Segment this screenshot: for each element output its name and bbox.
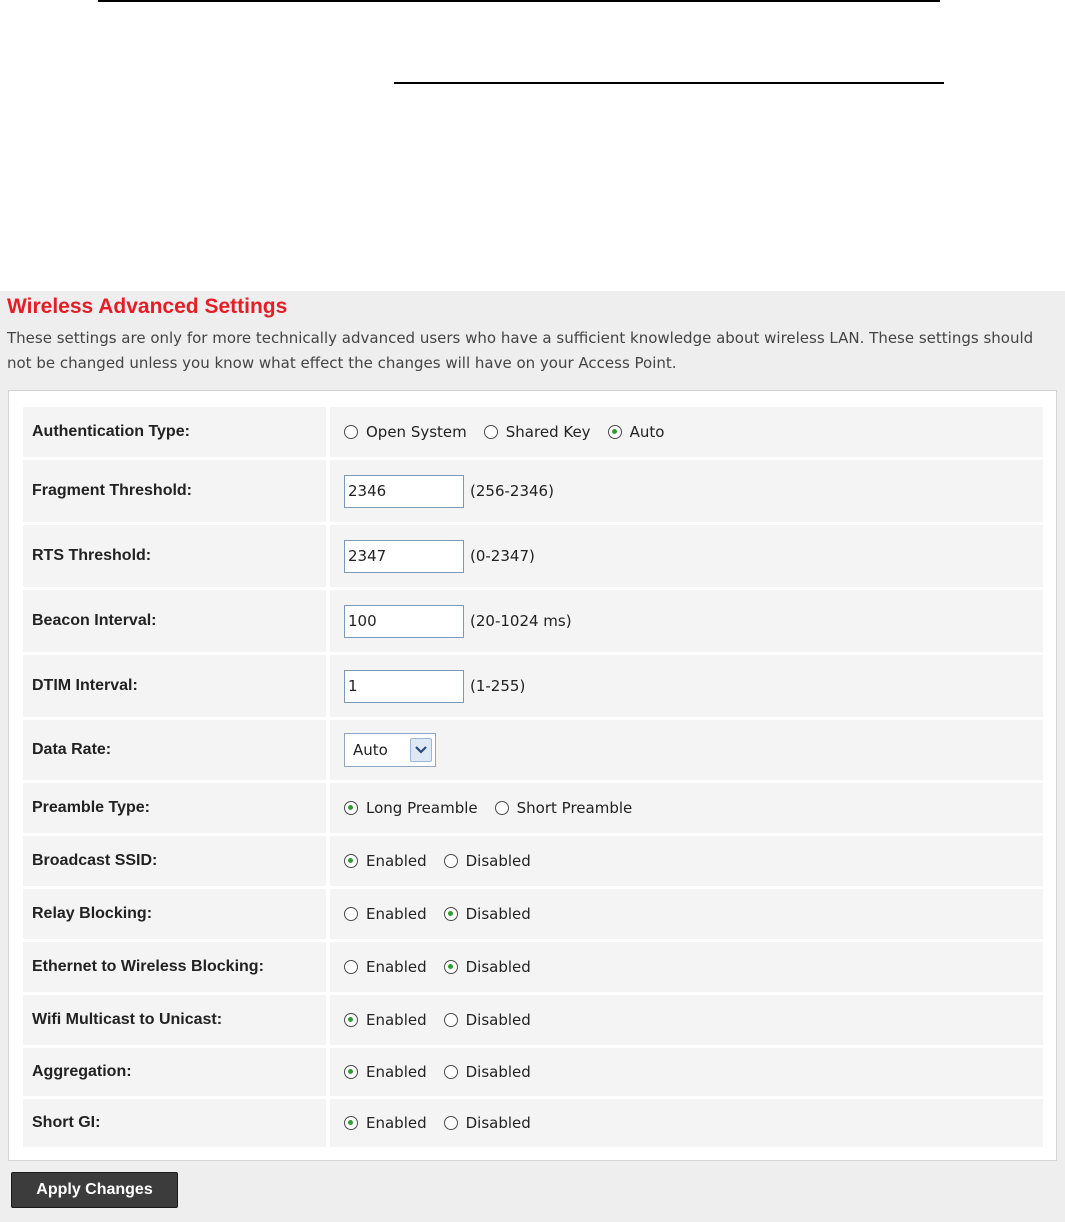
option-label-disabled: Disabled	[465, 1063, 531, 1081]
label-broadcast-ssid: Broadcast SSID:	[23, 836, 326, 886]
option-label-disabled: Disabled	[465, 958, 531, 976]
apply-changes-button[interactable]: Apply Changes	[11, 1172, 178, 1208]
value-fragment-threshold	[330, 460, 1043, 522]
radio-short-preamble[interactable]	[495, 801, 509, 815]
value-beacon-interval	[330, 590, 1043, 652]
row-data-rate	[23, 720, 1043, 780]
option-label-open-system: Open System	[366, 423, 467, 441]
radio-eth-blocking-disabled[interactable]	[444, 960, 458, 974]
option-label-auto: Auto	[629, 423, 665, 441]
radio-eth-blocking-enabled[interactable]	[344, 960, 358, 974]
option-relay-blocking-enabled[interactable]	[344, 905, 427, 923]
wireless-advanced-panel	[0, 291, 1065, 1222]
row-beacon-interval	[23, 590, 1043, 652]
option-label-enabled: Enabled	[366, 1011, 427, 1029]
option-short-gi-enabled[interactable]	[344, 1114, 427, 1132]
option-relay-blocking-disabled[interactable]	[444, 905, 531, 923]
row-wifi-multicast-unicast	[23, 995, 1043, 1045]
option-label-shared-key: Shared Key	[505, 423, 591, 441]
second-divider-line	[394, 82, 944, 84]
row-relay-blocking	[23, 889, 1043, 939]
option-short-gi-disabled[interactable]	[444, 1114, 531, 1132]
radio-relay-blocking-enabled[interactable]	[344, 907, 358, 921]
row-preamble-type	[23, 783, 1043, 833]
dtim-interval-input[interactable]: 1	[344, 670, 464, 703]
label-dtim-interval: DTIM Interval:	[23, 655, 326, 717]
label-preamble-type: Preamble Type:	[23, 783, 326, 833]
value-rts-threshold	[330, 525, 1043, 587]
label-short-gi: Short GI:	[23, 1099, 326, 1147]
option-long-preamble[interactable]	[344, 799, 478, 817]
radio-multicast-disabled[interactable]	[444, 1013, 458, 1027]
label-authentication-type: Authentication Type:	[23, 407, 326, 457]
value-data-rate	[330, 720, 1043, 780]
option-auto[interactable]	[608, 423, 665, 441]
option-label-enabled: Enabled	[366, 852, 427, 870]
radio-broadcast-ssid-disabled[interactable]	[444, 854, 458, 868]
top-divider-line	[98, 0, 940, 2]
option-short-preamble[interactable]	[495, 799, 633, 817]
option-eth-blocking-enabled[interactable]	[344, 958, 427, 976]
option-label-enabled: Enabled	[366, 958, 427, 976]
radio-relay-blocking-disabled[interactable]	[444, 907, 458, 921]
label-wifi-multicast-unicast: Wifi Multicast to Unicast:	[23, 995, 326, 1045]
option-label-enabled: Enabled	[366, 905, 427, 923]
value-aggregation	[330, 1048, 1043, 1096]
row-ethernet-wireless-blocking	[23, 942, 1043, 992]
radio-aggregation-disabled[interactable]	[444, 1065, 458, 1079]
label-relay-blocking: Relay Blocking:	[23, 889, 326, 939]
option-multicast-enabled[interactable]	[344, 1011, 427, 1029]
label-rts-threshold: RTS Threshold:	[23, 525, 326, 587]
chevron-down-icon[interactable]	[410, 738, 432, 762]
page-description: These settings are only for more technically advanced users who have a sufficient knowledge about wireless LAN. These settings should not be changed unless you know what effect the changes will have on your Access Point.	[7, 329, 1034, 372]
fragment-threshold-input[interactable]: 2346	[344, 475, 464, 508]
value-wifi-multicast-unicast	[330, 995, 1043, 1045]
option-aggregation-disabled[interactable]	[444, 1063, 531, 1081]
label-beacon-interval: Beacon Interval:	[23, 590, 326, 652]
option-aggregation-enabled[interactable]	[344, 1063, 427, 1081]
row-authentication-type	[23, 407, 1043, 457]
row-short-gi	[23, 1099, 1043, 1147]
data-rate-selected-value: Auto	[353, 741, 388, 759]
value-dtim-interval	[330, 655, 1043, 717]
fragment-threshold-range: (256-2346)	[470, 482, 554, 500]
option-broadcast-ssid-disabled[interactable]	[444, 852, 531, 870]
radio-aggregation-enabled[interactable]	[344, 1065, 358, 1079]
value-broadcast-ssid	[330, 836, 1043, 886]
option-open-system[interactable]	[344, 423, 467, 441]
radio-shared-key[interactable]	[484, 425, 498, 439]
value-preamble-type	[330, 783, 1043, 833]
row-dtim-interval	[23, 655, 1043, 717]
option-eth-blocking-disabled[interactable]	[444, 958, 531, 976]
option-shared-key[interactable]	[484, 423, 591, 441]
option-label-long-preamble: Long Preamble	[366, 799, 478, 817]
radio-open-system[interactable]	[344, 425, 358, 439]
label-ethernet-wireless-blocking: Ethernet to Wireless Blocking:	[23, 942, 326, 992]
label-fragment-threshold: Fragment Threshold:	[23, 460, 326, 522]
settings-form	[8, 390, 1057, 1161]
data-rate-select[interactable]	[344, 733, 436, 767]
value-ethernet-wireless-blocking	[330, 942, 1043, 992]
value-relay-blocking	[330, 889, 1043, 939]
row-rts-threshold	[23, 525, 1043, 587]
option-label-disabled: Disabled	[465, 852, 531, 870]
radio-auto[interactable]	[608, 425, 622, 439]
page-title: Wireless Advanced Settings	[7, 295, 288, 318]
row-broadcast-ssid	[23, 836, 1043, 886]
option-label-disabled: Disabled	[465, 905, 531, 923]
label-data-rate: Data Rate:	[23, 720, 326, 780]
radio-short-gi-disabled[interactable]	[444, 1116, 458, 1130]
rts-threshold-input[interactable]: 2347	[344, 540, 464, 573]
beacon-interval-range: (20-1024 ms)	[470, 612, 572, 630]
option-label-disabled: Disabled	[465, 1114, 531, 1132]
dtim-interval-range: (1-255)	[470, 677, 526, 695]
rts-threshold-range: (0-2347)	[470, 547, 535, 565]
option-label-disabled: Disabled	[465, 1011, 531, 1029]
option-broadcast-ssid-enabled[interactable]	[344, 852, 427, 870]
radio-long-preamble[interactable]	[344, 801, 358, 815]
radio-short-gi-enabled[interactable]	[344, 1116, 358, 1130]
option-multicast-disabled[interactable]	[444, 1011, 531, 1029]
option-label-enabled: Enabled	[366, 1063, 427, 1081]
value-authentication-type	[330, 407, 1043, 457]
label-aggregation: Aggregation:	[23, 1048, 326, 1096]
value-short-gi	[330, 1099, 1043, 1147]
beacon-interval-input[interactable]: 100	[344, 605, 464, 638]
radio-multicast-enabled[interactable]	[344, 1013, 358, 1027]
option-label-enabled: Enabled	[366, 1114, 427, 1132]
option-label-short-preamble: Short Preamble	[516, 799, 633, 817]
row-aggregation	[23, 1048, 1043, 1096]
row-fragment-threshold	[23, 460, 1043, 522]
radio-broadcast-ssid-enabled[interactable]	[344, 854, 358, 868]
